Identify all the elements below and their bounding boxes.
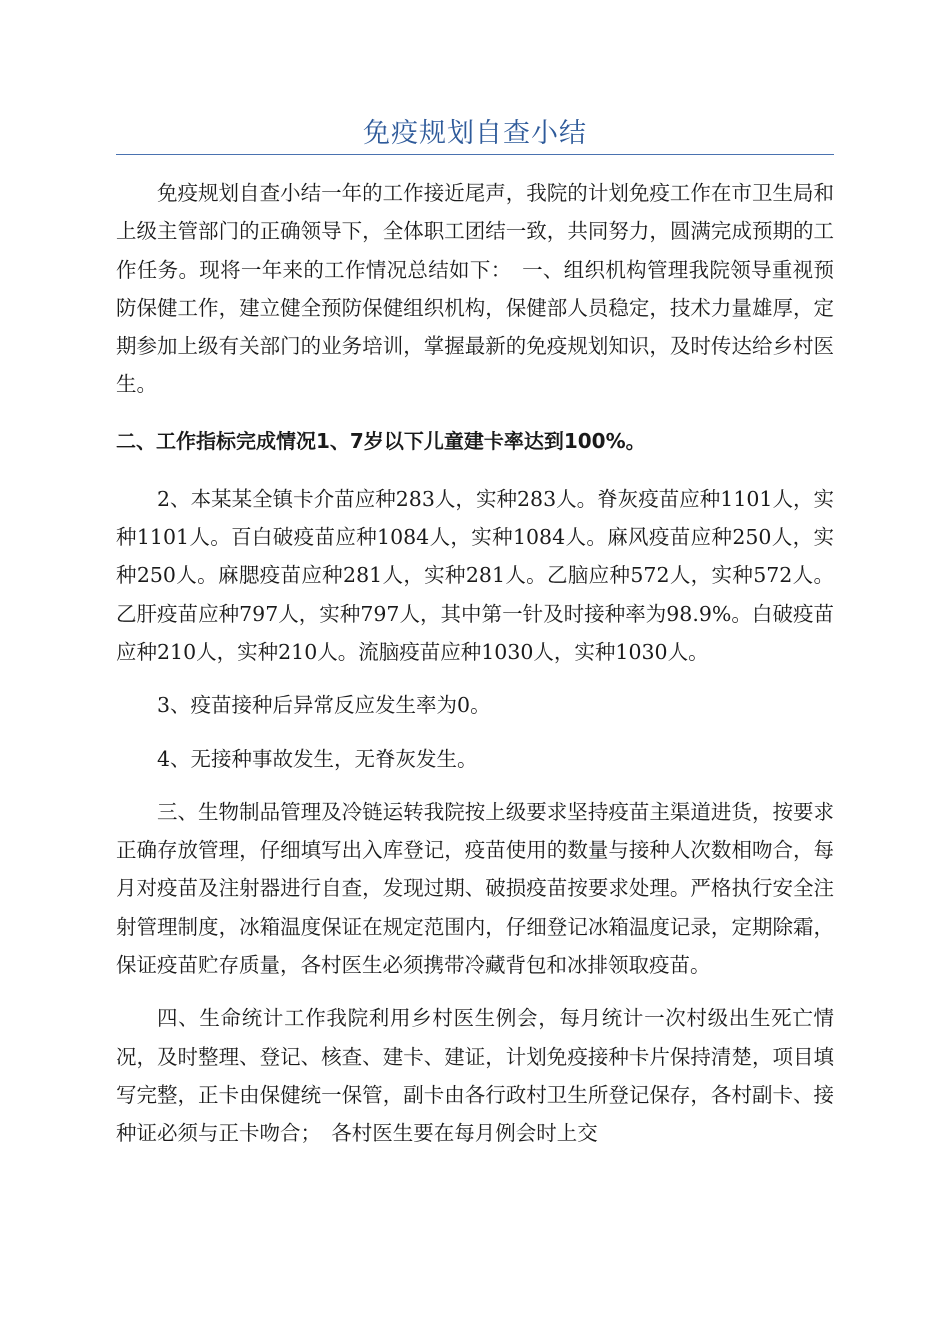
document-title: 免疫规划自查小结 [363, 118, 587, 149]
paragraph-vaccination-counts: 2、本某某全镇卡介苗应种283人，实种283人。脊灰疫苗应种1101人，实种1101人。百白破疫苗应种1084人，实种1084人。麻风疫苗应种250人，实种250人。麻腮疫苗应种281人，实种281人。乙脑应种572人，实种572人。乙肝疫苗应种797人，实种797人，其中第一针及时接种率为98.9%。白破疫苗应种210人，实种210人。流脑疫苗应种1030人，实种1030人。 [116, 486, 834, 664]
section-heading-work-indicators: 二、工作指标完成情况1、7岁以下儿童建卡率达到100%。 [116, 428, 646, 453]
document-page [116, 0, 834, 1153]
paragraph-cold-chain: 三、生物制品管理及冷链运转我院按上级要求坚持疫苗主渠道进货，按要求正确存放管理，仔细填写出入库登记，疫苗使用的数量与接种人次数相吻合，每月对疫苗及注射器进行自查，发现过期、破损疫苗按要求处理。严格执行安全注射管理制度，冰箱温度保证在规定范围内，仔细登记冰箱温度记录，定期除霜，保证疫苗贮存质量，各村医生必须携带冷藏背包和冰排领取疫苗。 [116, 799, 834, 978]
paragraph-intro: 免疫规划自查小结一年的工作接近尾声，我院的计划免疫工作在市卫生局和上级主管部门的正确领导下，全体职工团结一致，共同努力，圆满完成预期的工作任务。现将一年来的工作情况总结如下： 一、组织机构管理我院领导重视预防保健工作，建立健全预防保健组织机构，保健部人员稳定，技术力量雄厚，定期参加上级有关部门的业务培训，掌握最新的免疫规划知识，及时传达给乡村医生。 [116, 181, 834, 397]
title-underline [116, 154, 834, 155]
paragraph-no-incidents: 4、无接种事故发生，无脊灰发生。 [157, 746, 478, 771]
paragraph-vital-statistics: 四、生命统计工作我院利用乡村医生例会，每月统计一次村级出生死亡情况，及时整理、登记、核查、建卡、建证，计划免疫接种卡片保持清楚，项目填写完整，正卡由保健统一保管，副卡由各行政村卫生所登记保存，各村副卡、接种证必须与正卡吻合； 各村医生要在每月例会时上交 [116, 1006, 834, 1146]
paragraph-adverse-reaction: 3、疫苗接种后异常反应发生率为0。 [157, 693, 491, 718]
